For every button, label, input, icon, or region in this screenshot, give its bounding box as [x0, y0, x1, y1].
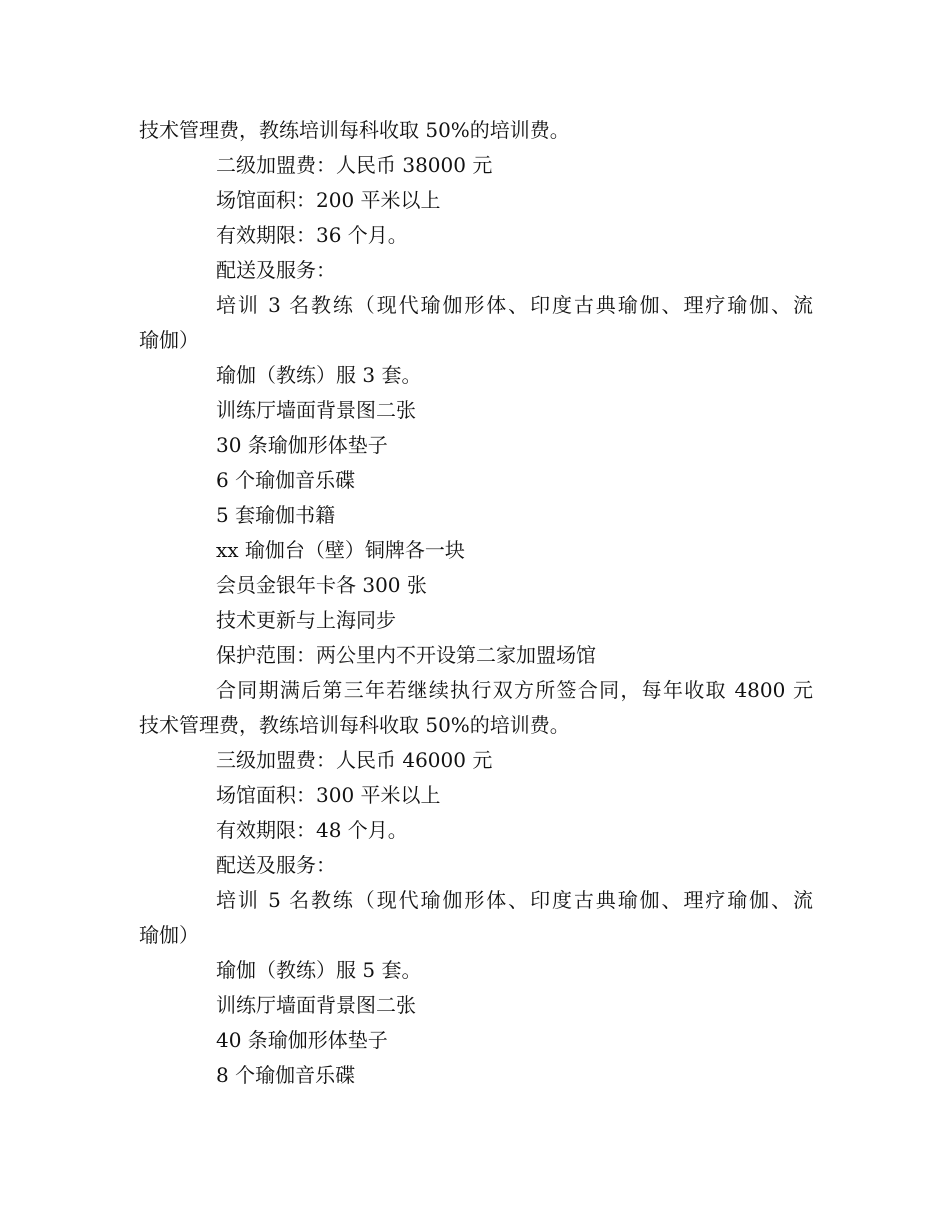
text-line: 技术管理费，教练培训每科收取 50%的培训费。 [139, 118, 570, 142]
text-line: xx 瑜伽台（壁）铜牌各一块 [216, 538, 465, 562]
text-line: 30 条瑜伽形体垫子 [216, 433, 388, 457]
document-body [139, 113, 815, 1093]
text-line: 5 套瑜伽书籍 [216, 503, 336, 527]
text-line: 有效期限：36 个月。 [216, 223, 408, 247]
text-line: 会员金银年卡各 300 张 [216, 573, 427, 597]
text-line: 配送及服务： [216, 258, 336, 282]
text-line: 瑜伽） [139, 328, 199, 352]
text-line: 训练厅墙面背景图二张 [216, 398, 416, 422]
text-line: 训练厅墙面背景图二张 [216, 993, 416, 1017]
text-line: 有效期限：48 个月。 [216, 818, 408, 842]
text-line: 瑜伽（教练）服 3 套。 [216, 363, 422, 387]
text-line: 技术更新与上海同步 [216, 608, 396, 632]
text-line: 40 条瑜伽形体垫子 [216, 1028, 388, 1052]
text-line: 培训 3 名教练（现代瑜伽形体、印度古典瑜伽、理疗瑜伽、流 [216, 293, 813, 317]
text-line: 配送及服务： [216, 853, 336, 877]
text-line: 8 个瑜伽音乐碟 [216, 1063, 356, 1087]
text-line: 瑜伽（教练）服 5 套。 [216, 958, 422, 982]
text-line: 合同期满后第三年若继续执行双方所签合同，每年收取 4800 元 [216, 678, 813, 702]
text-line: 技术管理费，教练培训每科收取 50%的培训费。 [139, 713, 570, 737]
text-line: 培训 5 名教练（现代瑜伽形体、印度古典瑜伽、理疗瑜伽、流 [216, 888, 813, 912]
text-line: 二级加盟费：人民币 38000 元 [216, 153, 493, 177]
text-line: 场馆面积：300 平米以上 [216, 783, 441, 807]
text-line: 瑜伽） [139, 923, 199, 947]
text-line: 三级加盟费：人民币 46000 元 [216, 748, 493, 772]
text-line: 保护范围：两公里内不开设第二家加盟场馆 [216, 643, 596, 667]
text-line: 6 个瑜伽音乐碟 [216, 468, 356, 492]
text-line: 场馆面积：200 平米以上 [216, 188, 441, 212]
